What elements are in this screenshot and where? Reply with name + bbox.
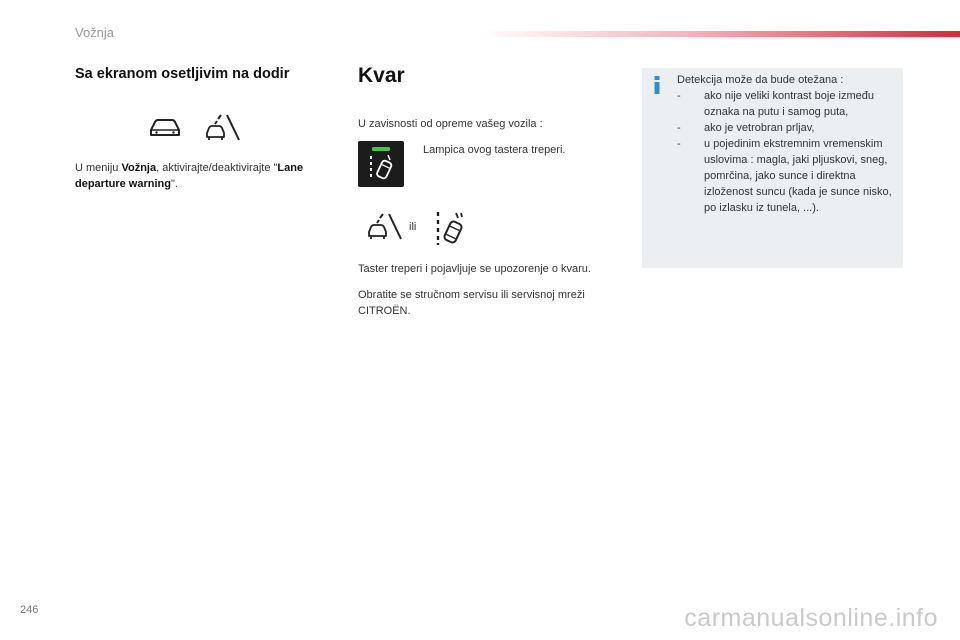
car-icon [148, 117, 182, 139]
list-item: - u pojedinim ekstremnim vremenskim uslovima : magla, jaki pljuskovi, sneg, pomrčina, jako sunce i direktna izloženost suncu (kada je sunce nisko, po izlasku iz tunela, ...). [677, 138, 892, 214]
list-item: - ako je vetrobran prljav, [677, 122, 815, 134]
lamp-flashing-text: Lampica ovog tastera treperi. [423, 144, 566, 156]
info-list [677, 88, 902, 216]
page-number: 246 [20, 604, 39, 616]
fault-warning-text: Taster treperi i pojavljuje se upozorenje o kvaru. [358, 263, 591, 275]
or-text: ili [409, 221, 417, 233]
lane-departure-alert-icon [434, 210, 468, 246]
list-item: - ako nije veliki kontrast boje između oznaka na putu i samog puta, [677, 90, 874, 118]
service-contact-text: Obratite se stručnom servisu ili servisnoj mreži CITROËN. [358, 289, 585, 317]
info-intro: Detekcija može da bude otežana : [677, 74, 844, 86]
equipment-intro: U zavisnosti od opreme vašeg vozila : [358, 118, 543, 130]
menu-name: Vožnja [121, 162, 157, 174]
touchscreen-section-heading: Sa ekranom osetljivim na dodir [75, 66, 290, 82]
touchscreen-instruction: U meniju Vožnja, aktivirajte/deaktivirajte "Lane departure warning". [75, 162, 304, 190]
lane-departure-icon [367, 212, 403, 242]
lane-departure-icon [205, 113, 241, 143]
page-header-title: Vožnja [75, 25, 115, 40]
watermark: carmanualsonline.info [684, 604, 938, 632]
kvar-heading: Kvar [358, 64, 405, 87]
setting-name: Lane departure warning [75, 162, 304, 190]
lane-departure-key-icon [358, 141, 404, 187]
lane-departure-key [358, 141, 404, 187]
info-icon [652, 76, 662, 94]
header-accent-bar [480, 31, 960, 37]
